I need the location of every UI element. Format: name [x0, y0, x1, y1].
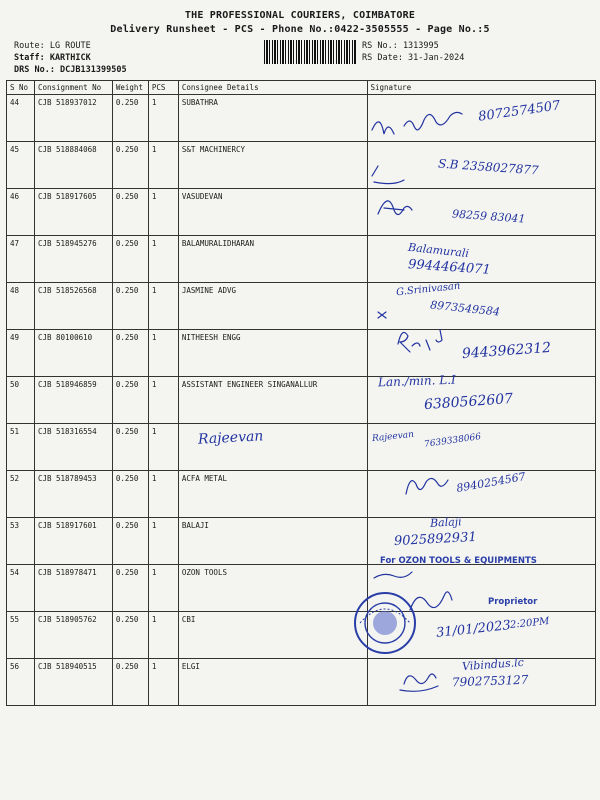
handwritten-phone-46: 98259 83041: [451, 207, 526, 226]
row-sno: 53: [7, 518, 35, 565]
row-pcs: 1: [148, 659, 178, 706]
row-consignee: ASSISTANT ENGINEER SINGANALLUR: [178, 377, 367, 424]
handwritten-name-48: G.Srinivasan: [395, 280, 461, 299]
row-pcs: 1: [148, 236, 178, 283]
rs-date: RS Date: 31-Jan-2024: [362, 53, 465, 63]
row-consignment-no: CJB 518937012: [34, 95, 112, 142]
row-consignee: JASMINE ADVG: [178, 283, 367, 330]
table-row: [7, 236, 596, 283]
row-weight: 0.250: [112, 142, 148, 189]
row-consignee: BALAMURALIDHARAN: [178, 236, 367, 283]
row-weight: 0.250: [112, 95, 148, 142]
rs-info: [362, 40, 464, 64]
row-pcs: 1: [148, 283, 178, 330]
row-sno: 54: [7, 565, 35, 612]
row-consignment-no: CJB 518905762: [34, 612, 112, 659]
row-pcs: 1: [148, 377, 178, 424]
handwritten-name-56: Vibindus.lc: [461, 655, 525, 674]
row-consignment-no: CJB 80100610: [34, 330, 112, 377]
handwritten-sign-45: S.B 2358027877: [437, 156, 539, 178]
handwritten-date-55: 31/01/2023: [435, 618, 512, 641]
row-consignee: CBI: [178, 612, 367, 659]
handwritten-phone-53: 9025892931: [393, 529, 478, 550]
handwritten-name-53: Balaji: [429, 515, 462, 530]
row-sno: 49: [7, 330, 35, 377]
row-consignment-no: CJB 518789453: [34, 471, 112, 518]
handwritten-phone-52: 8940254567: [455, 470, 527, 495]
row-consignee: VASUDEVAN: [178, 189, 367, 236]
route-info: [14, 40, 127, 76]
row-pcs: 1: [148, 424, 178, 471]
table-row: [7, 283, 596, 330]
row-consignee: SUBATHRA: [178, 95, 367, 142]
row-weight: 0.250: [112, 330, 148, 377]
row-pcs: 1: [148, 330, 178, 377]
row-consignment-no: CJB 518946859: [34, 377, 112, 424]
row-consignment-no: CJB 518917605: [34, 189, 112, 236]
handwritten-name-50: Lan./min. L.I: [377, 372, 457, 390]
row-pcs: 1: [148, 518, 178, 565]
row-consignment-no: CJB 518917601: [34, 518, 112, 565]
row-consignee: BALAJI: [178, 518, 367, 565]
row-consignee: ACFA METAL: [178, 471, 367, 518]
row-sno: 44: [7, 95, 35, 142]
row-consignment-no: CJB 518945276: [34, 236, 112, 283]
row-weight: 0.250: [112, 424, 148, 471]
row-consignment-no: CJB 518884068: [34, 142, 112, 189]
col-header-consignment: Consignment No: [34, 81, 112, 95]
row-consignee: S&T MACHINERCY: [178, 142, 367, 189]
col-header-sno: S No: [7, 81, 35, 95]
row-weight: 0.250: [112, 377, 148, 424]
proprietor-stamp-text: Proprietor: [488, 597, 538, 607]
handwritten-name-47: Balamurali: [407, 240, 470, 261]
staff-label: Staff: KARTHICK: [14, 53, 91, 63]
handwritten-sign-51: Rajeevan: [371, 429, 415, 445]
row-sno: 47: [7, 236, 35, 283]
row-weight: 0.250: [112, 659, 148, 706]
col-header-signature: Signature: [367, 81, 596, 95]
row-sno: 56: [7, 659, 35, 706]
handwritten-phone-50: 6380562607: [423, 390, 514, 414]
barcode-image: [264, 40, 356, 64]
row-weight: 0.250: [112, 189, 148, 236]
round-seal: [350, 588, 420, 658]
drs-number: DRS No.: DCJB131399505: [14, 65, 127, 75]
row-sno: 51: [7, 424, 35, 471]
row-sno: 52: [7, 471, 35, 518]
handwritten-phone-47: 9944464071: [407, 257, 492, 278]
row-pcs: 1: [148, 471, 178, 518]
row-consignment-no: CJB 518316554: [34, 424, 112, 471]
handwritten-name-51: Rajeevan: [197, 428, 264, 448]
runsheet-subtitle: Delivery Runsheet - PCS - Phone No.:0422-3505555 - Page No.:5: [110, 24, 490, 35]
row-weight: 0.250: [112, 471, 148, 518]
runsheet-header: [0, 10, 600, 35]
handwritten-phone-44: 8072574507: [477, 98, 562, 125]
row-sno: 48: [7, 283, 35, 330]
row-pcs: 1: [148, 189, 178, 236]
row-consignee: NITHEESH ENGG: [178, 330, 367, 377]
handwritten-phone-56: 7902753127: [451, 672, 529, 690]
row-weight: 0.250: [112, 518, 148, 565]
row-pcs: 1: [148, 95, 178, 142]
row-weight: 0.250: [112, 236, 148, 283]
route-label: Route: LG ROUTE: [14, 41, 91, 51]
row-consignee: ELGI: [178, 659, 367, 706]
handwritten-phone-51: 7639338066: [423, 432, 482, 450]
row-pcs: 1: [148, 565, 178, 612]
table-header-row: [7, 81, 596, 95]
row-consignment-no: CJB 518526568: [34, 283, 112, 330]
handwritten-phone-49: 9443962312: [461, 339, 552, 363]
row-sno: 55: [7, 612, 35, 659]
col-header-consignee: Consignee Details: [178, 81, 367, 95]
row-consignment-no: CJB 518940515: [34, 659, 112, 706]
handwritten-time-55: 2:20PM: [509, 615, 550, 632]
row-sno: 50: [7, 377, 35, 424]
handwritten-phone-48: 8973549584: [429, 298, 501, 319]
col-header-pcs: PCS: [148, 81, 178, 95]
row-consignee: OZON TOOLS: [178, 565, 367, 612]
company-stamp-text: For OZON TOOLS & EQUIPMENTS: [380, 556, 537, 566]
row-pcs: 1: [148, 612, 178, 659]
row-weight: 0.250: [112, 283, 148, 330]
row-consignment-no: CJB 518978471: [34, 565, 112, 612]
col-header-weight: Weight: [112, 81, 148, 95]
row-sno: 46: [7, 189, 35, 236]
row-weight: 0.250: [112, 565, 148, 612]
company-title: THE PROFESSIONAL COURIERS, COIMBATORE: [184, 10, 416, 21]
row-pcs: 1: [148, 142, 178, 189]
table-row: [7, 424, 596, 471]
rs-number: RS No.: 1313995: [362, 41, 439, 51]
row-sno: 45: [7, 142, 35, 189]
row-weight: 0.250: [112, 612, 148, 659]
